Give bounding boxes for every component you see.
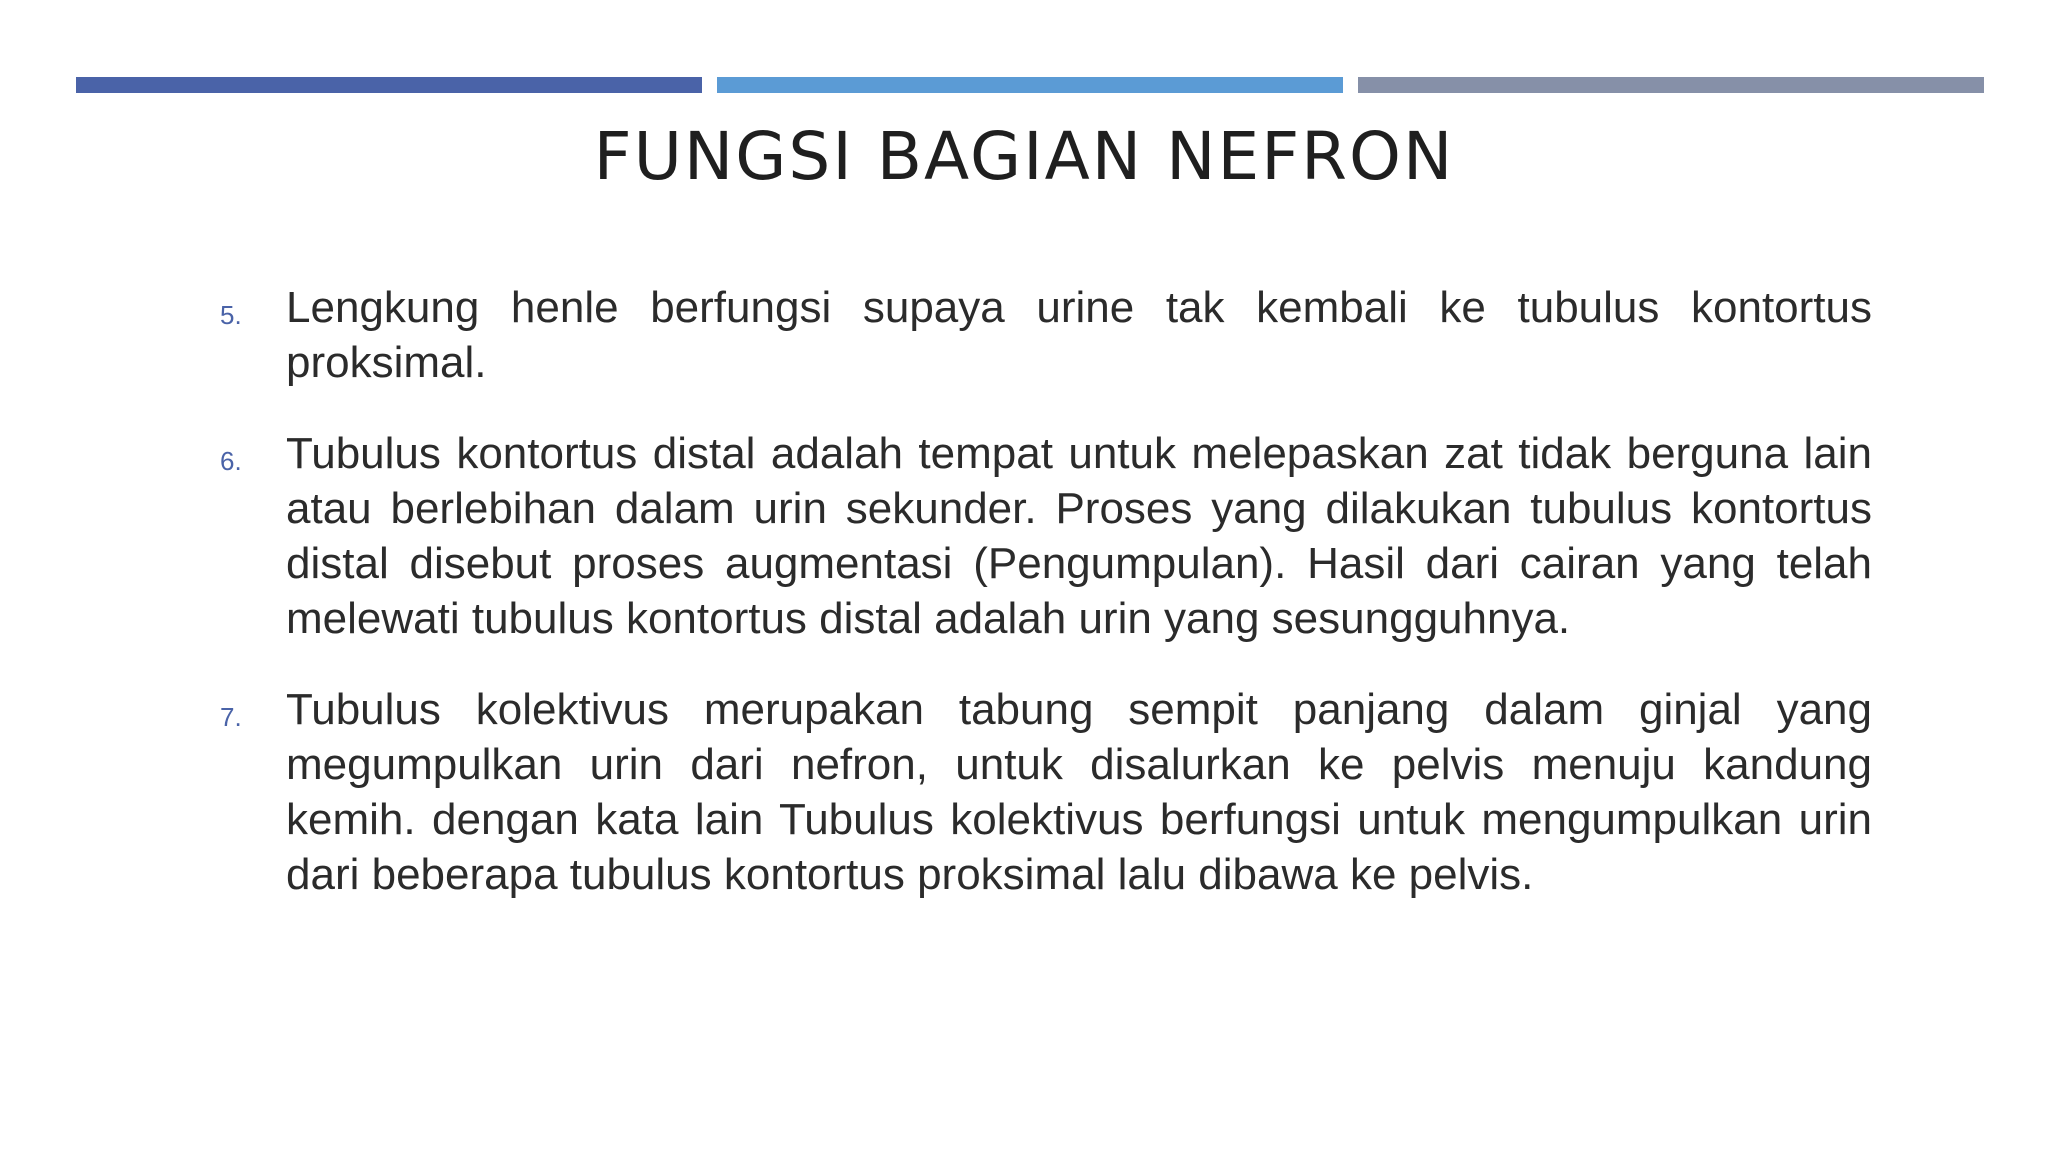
accent-bar-1 — [76, 77, 702, 93]
header-accent-bars — [76, 77, 1984, 93]
slide-title: FUNGSI BAGIAN NEFRON — [593, 118, 1455, 195]
list-item — [220, 682, 1872, 902]
list-item-text: Tubulus kolektivus merupakan tabung sempit panjang dalam ginjal yang megumpulkan urin dari nefron, untuk disalurkan ke pelvis menuju kandung kemih. dengan kata lain Tubulus kolektivus berfungsi untuk mengumpulkan urin dari beberapa tubulus kontortus proksimal lalu dibawa ke pelvis. — [286, 685, 1872, 899]
list-item-number: 7. — [220, 702, 242, 732]
list-item-text: Tubulus kontortus distal adalah tempat untuk melepaskan zat tidak berguna lain atau berlebihan dalam urin sekunder. Proses yang dilakukan tubulus kontortus distal disebut proses augmentasi (Pengumpulan). Hasil dari cairan yang telah melewati tubulus kontortus distal adalah urin yang sesungguhnya. — [286, 429, 1872, 643]
numbered-list — [220, 280, 1872, 938]
accent-bar-2 — [717, 77, 1343, 93]
accent-bar-3 — [1358, 77, 1984, 93]
list-item-number: 6. — [220, 446, 242, 476]
list-item-text: Lengkung henle berfungsi supaya urine tak kembali ke tubulus kontortus proksimal. — [286, 283, 1872, 387]
list-item — [220, 280, 1872, 390]
list-item-number: 5. — [220, 300, 242, 330]
list-item — [220, 426, 1872, 646]
